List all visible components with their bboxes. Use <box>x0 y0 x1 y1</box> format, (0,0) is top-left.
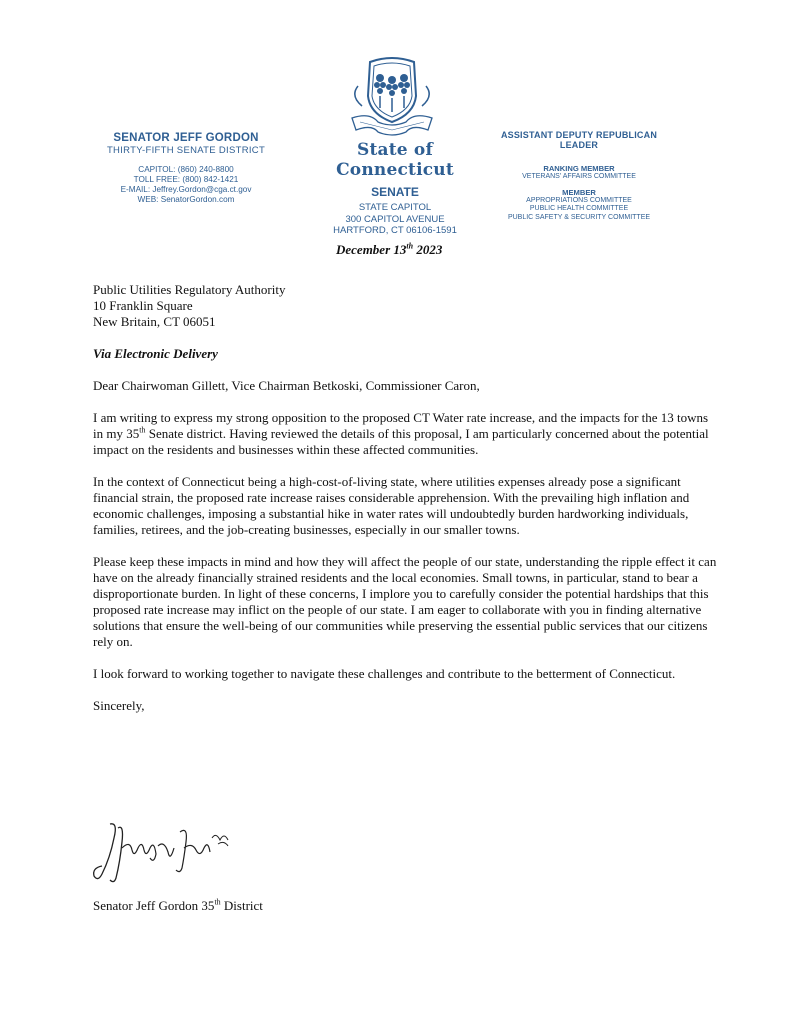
toll-free-phone: TOLL FREE: (800) 842-1421 <box>133 175 239 184</box>
ranking-member-label: RANKING MEMBER <box>543 164 615 173</box>
date-ordinal: th <box>406 241 414 251</box>
ordinal-suffix: th <box>139 425 146 435</box>
closing: Sincerely, <box>93 698 145 713</box>
paragraph-4: I look forward to working together to navigate these challenges and contribute to the betterment of Connecticut. <box>93 666 676 681</box>
paragraph-text: I am writing to express my strong opposition to the proposed CT Water rate increase, and the impacts for the 13 towns in my 35 <box>93 410 709 441</box>
senate-address-block <box>305 140 485 237</box>
address-line: 300 CAPITOL AVENUE <box>345 213 445 225</box>
handwritten-signature <box>88 818 238 890</box>
email-address: E-MAIL: Jeffrey.Gordon@cga.ct.gov <box>120 185 252 194</box>
contact-info <box>88 165 284 205</box>
leadership-title: ASSISTANT DEPUTY REPUBLICAN LEADER <box>500 130 658 150</box>
paragraph-3: Please keep these impacts in mind and how they will affect the people of our state, understanding the ripple effect it can have on the already financially strained residents and the local economies. Small towns, in particular, stand to bear a disproportionate burden. In light of these concerns, I implore you to carefully consider the potential hardships that this proposed rate increase may inflict on the people of our state. I am eager to collaborate with you in finding alternative solutions that ensure the well-being of our communities while preserving the essential public services that our citizens rely on. <box>93 554 717 649</box>
signoff <box>93 898 263 914</box>
letter-date <box>336 242 442 258</box>
website: WEB: SenatorGordon.com <box>137 195 235 204</box>
address-line: HARTFORD, CT 06106-1591 <box>333 225 457 236</box>
committee-item: APPROPRIATIONS COMMITTEE <box>526 196 632 204</box>
signoff-text: Senator Jeff Gordon 35 <box>93 898 215 913</box>
address-line: STATE CAPITOL <box>358 202 432 213</box>
letter-body <box>93 282 719 714</box>
senator-name: SENATOR JEFF GORDON <box>113 132 259 144</box>
ranking-committee: VETERANS' AFFAIRS COMMITTEE <box>522 173 636 180</box>
ordinal-suffix: th <box>214 897 221 907</box>
recipient-address <box>93 282 719 330</box>
senator-contact-block <box>88 132 284 205</box>
date-text: December 13 <box>336 242 407 257</box>
recipient-line: New Britain, CT 06051 <box>93 314 216 329</box>
recipient-line: Public Utilities Regulatory Authority <box>93 282 286 297</box>
salutation: Dear Chairwoman Gillett, Vice Chairman Betkoski, Commissioner Caron, <box>93 378 480 393</box>
state-name: State of Connecticut <box>336 140 454 180</box>
delivery-method: Via Electronic Delivery <box>93 346 218 361</box>
member-label: MEMBER <box>562 187 596 197</box>
committee-item: PUBLIC SAFETY & SECURITY COMMITTEE <box>507 213 651 221</box>
committee-item: PUBLIC HEALTH COMMITTEE <box>529 205 629 212</box>
leadership-block <box>484 130 674 222</box>
paragraph-text: Senate district. Having reviewed the details of this proposal, I am particularly concerned about the potential impact on the residents and businesses within these affected communities. <box>93 426 709 457</box>
date-year: 2023 <box>413 242 443 257</box>
senate-district: THIRTY-FIFTH SENATE DISTRICT <box>106 145 266 156</box>
chamber-name: SENATE <box>371 185 419 199</box>
capitol-phone: CAPITOL: (860) 240-8800 <box>138 165 234 174</box>
signoff-text: District <box>220 898 263 913</box>
connecticut-seal-icon <box>340 56 444 138</box>
paragraph-1 <box>93 410 719 458</box>
senate-address <box>305 202 485 237</box>
paragraph-2: In the context of Connecticut being a high-cost-of-living state, where utilities expenses already pose a significant financial strain, the proposed rate increase raises considerable apprehension. With the prevailing high inflation and economic challenges, imposing a substantial hike in water rates will undoubtedly burden hardworking individuals, families, retirees, and the job-creating businesses, especially in our smaller towns. <box>93 474 690 537</box>
recipient-line: 10 Franklin Square <box>93 298 193 313</box>
